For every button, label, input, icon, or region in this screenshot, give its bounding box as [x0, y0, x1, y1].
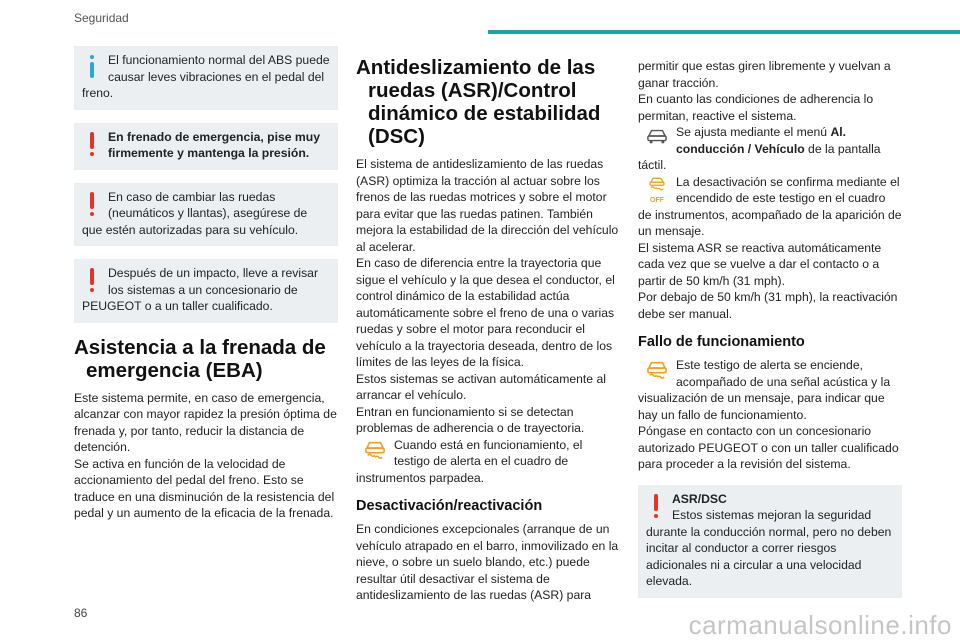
- column-left: [74, 46, 338, 522]
- column-right: [638, 58, 902, 611]
- body-paragraph: Cuando está en funcionamiento, el testigo de alerta en el cuadro de instrumentos parpadea.: [356, 437, 583, 485]
- off-label: OFF: [650, 196, 664, 204]
- body-paragraph: El sistema de antideslizamiento de las ruedas (ASR) optimiza la tracción al actuar sobre los frenos de las ruedas motrices y sobre el motor para evitar que las ruedas patinen. También mejora la estabilidad de la dirección del vehículo al acelerar.: [356, 157, 619, 254]
- warning-icon: [82, 189, 104, 219]
- body-paragraph: Se ajusta mediante el menú Al. conducción / Vehículo de la pantalla táctil.: [638, 125, 881, 172]
- notice-text: Estos sistemas mejoran la seguridad durante la conducción normal, pero no deben incitar al conductor a correr riesgos adicionales ni a circular a una velocidad elevada.: [646, 508, 892, 588]
- body-paragraph: permitir que estas giren libremente y vuelvan a ganar tracción.: [638, 59, 891, 90]
- warning-notice-asr-dsc: [638, 485, 902, 598]
- body-paragraph: En caso de diferencia entre la trayectoria que sigue el vehículo y la que desea el conductor, el control dinámico de la estabilidad actúa automáticamente sobre el freno de una o varias ruedas y sobre el motor para reconducir el vehículo a la trayectoria deseada, dentro de los límites de las leyes de la física.: [356, 256, 615, 369]
- info-notice-abs: [74, 46, 338, 110]
- page-number: 86: [74, 606, 88, 620]
- notice-text: En frenado de emergencia, pise muy firmemente y mantenga la presión.: [108, 129, 320, 160]
- skid-off-lamp-icon: [638, 174, 674, 204]
- body-paragraph: Este testigo de alerta se enciende, acompañado de una señal acústica y la visualización de un mensaje, para indicar que hay un fallo de funcionamiento.: [638, 358, 891, 422]
- notice-title: ASR/DSC: [672, 491, 727, 506]
- column-middle: [356, 56, 620, 604]
- subsection-title-fault: Fallo de funcionamiento: [638, 334, 805, 350]
- body-paragraph: Póngase en contacto con un concesionario autorizado PEUGEOT o con un taller cualificado para proceder a la revisión del sistema.: [638, 424, 899, 471]
- watermark: carmanualsonline.info: [688, 610, 952, 640]
- body-paragraph: En condiciones excepcionales (arranque de un vehículo atrapado en el barro, inmovilizado en la nieve, o sobre un suelo blando, etc.) puede resultar útil desactivar el sistema de antideslizamiento de las ruedas (ASR) para: [356, 522, 619, 602]
- lamp-row-fault: [638, 357, 902, 423]
- body-paragraph: El sistema ASR se reactiva automáticamente cada vez que se vuelve a dar el contacto o a partir de 50 km/h (31 mph).: [638, 240, 882, 288]
- car-icon: [638, 124, 674, 154]
- body-paragraph: La desactivación se confirma mediante el encendido de este testigo en el cuadro de instrumentos, acompañado de la aparición de un mensaje.: [638, 174, 902, 238]
- body-paragraph: En cuanto las condiciones de adherencia lo permitan, reactive el sistema.: [638, 92, 874, 123]
- notice-text: En caso de cambiar las ruedas (neumáticos y llantas), asegúrese de que estén autorizadas para su vehículo.: [82, 189, 308, 237]
- subsection-title-deactivation: Desactivación/reactivación: [356, 498, 543, 514]
- body-paragraph: Entran en funcionamiento si se detectan problemas de adherencia o de trayectoria.: [356, 404, 585, 435]
- warning-notice-impact: [74, 259, 338, 323]
- body-paragraph: Se activa en función de la velocidad de accionamiento del pedal del freno. Esto se traduce en una disminución de la resistencia del pedal y un aumento de la eficacia de la frenada.: [74, 456, 335, 520]
- notice-text: Después de un impacto, lleve a revisar los sistemas a un concesionario de PEUGEOT o a un taller cualificado.: [82, 266, 319, 313]
- warning-notice-emergency: [74, 123, 338, 170]
- section-title-eba: Asistencia a la frenada de emergencia (EBA): [74, 335, 326, 382]
- section-title-asr: Antideslizamiento de las ruedas (ASR)/Control dinámico de estabilidad (DSC): [356, 56, 601, 148]
- warning-notice-wheels: [74, 183, 338, 247]
- warning-icon: [82, 129, 104, 159]
- warning-icon: [646, 491, 668, 521]
- warning-icon: [82, 265, 104, 295]
- running-header: Seguridad: [74, 11, 129, 25]
- notice-text: El funcionamiento normal del ABS puede causar leves vibraciones en el pedal del freno.: [82, 53, 330, 100]
- lamp-row-off: [638, 174, 902, 240]
- body-paragraph: Este sistema permite, en caso de emergencia, alcanzar con mayor rapidez la presión óptima de frenada y, por tanto, reducir la distancia de detención.: [74, 390, 337, 454]
- body-paragraph: Estos sistemas se activan automáticamente al arrancar el vehículo.: [356, 371, 606, 402]
- lamp-row-asr: [356, 437, 620, 487]
- header-accent-bar: [488, 30, 960, 34]
- info-icon: [82, 52, 104, 82]
- body-paragraph: Por debajo de 50 km/h (31 mph), la reactivación debe ser manual.: [638, 290, 898, 321]
- skid-warning-lamp-icon: [356, 437, 392, 467]
- skid-warning-lamp-icon: [638, 357, 674, 387]
- menu-row: [638, 124, 902, 174]
